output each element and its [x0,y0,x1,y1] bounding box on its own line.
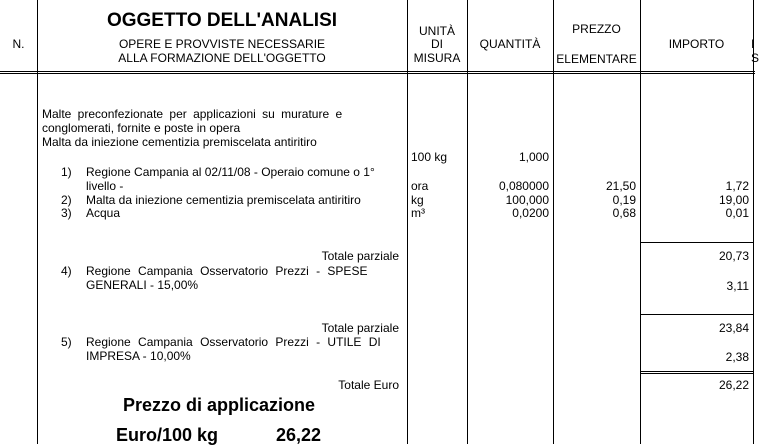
item-text-cont: livello - [86,179,124,193]
description-unit: 100 kg [411,150,448,164]
item-4-amount: 3,11 [726,279,749,293]
item-qty: 0,0200 [512,206,549,220]
subtotal-1-amount: 20,73 [718,249,749,263]
subtotal-2-rule [640,314,753,315]
col-divider-unit [467,0,468,444]
total-rule-1 [640,371,753,372]
item-number: 2) [61,193,72,207]
item-5-number: 5) [61,335,72,349]
item-amount: 0,01 [725,206,749,220]
item-qty: 0,080000 [498,179,549,193]
item-price: 0,19 [612,193,636,207]
header-n: N. [12,37,25,51]
description-line-1: Malte preconfezionate per applicazioni su murature e [42,107,343,121]
description-qty: 1,000 [518,150,549,164]
header-unit-2: DI [431,37,443,51]
item-price: 0,68 [612,206,636,220]
total-label: Totale Euro [338,378,399,392]
description-line-2: conglomerati, fornite e poste in opera [42,121,241,135]
item-text: Malta da iniezione cementizia premiscelata antiritiro [86,193,361,207]
item-5-text: Regione Campania Osservatorio Prezzi - UTILE DI [86,335,381,349]
col-divider-price [640,0,641,444]
header-title: OGGETTO DELL'ANALISI [106,10,338,31]
item-unit: kg [411,193,424,207]
item-5-amount: 2,38 [725,350,749,364]
item-4-text: Regione Campania Osservatorio Prezzi - SPESE [86,264,368,278]
application-value: 26,22 [276,425,322,445]
item-4-text-cont: GENERALI - 15,00% [86,278,199,292]
subtotal-2-amount: 23,84 [718,321,749,335]
item-unit: ora [411,179,429,193]
header-subtitle-2: ALLA FORMAZIONE DELL'OGGETTO [118,51,326,65]
item-amount: 1,72 [725,179,749,193]
total-amount: 26,22 [718,378,749,392]
application-unit-label: Euro/100 kg [116,425,219,445]
subtotal-2-label: Totale parziale [321,321,399,335]
item-amount: 19,00 [718,193,749,207]
description-line-3: Malta da iniezione cementizia premiscelata antiritiro [42,135,317,149]
header-price-1: PREZZO [572,22,621,36]
subtotal-1-label: Totale parziale [321,249,399,263]
header-bottom-line [0,71,755,72]
item-text: Acqua [86,206,121,220]
header-edge-2: S [751,51,759,65]
header-bottom-line-2 [0,73,755,74]
total-rule-2 [640,373,753,374]
col-divider-n [37,0,38,444]
application-title: Prezzo di applicazione [123,395,316,415]
header-subtitle-1: OPERE E PROVVISTE NECESSARIE [118,37,326,51]
header-edge-1: I [751,37,755,51]
header-qty: QUANTITÀ [479,37,541,51]
subtotal-1-rule [640,242,753,243]
item-qty: 100,000 [505,193,549,207]
col-divider-desc [407,0,408,444]
item-price: 21,50 [605,179,636,193]
item-number: 3) [61,206,72,220]
header-amount: IMPORTO [668,37,725,51]
item-unit: m³ [411,206,425,220]
item-number: 1) [61,165,72,179]
header-price-2: ELEMENTARE [556,52,637,66]
item-4-number: 4) [61,264,72,278]
item-text: Regione Campania al 02/11/08 - Operaio comune o 1° [86,165,375,179]
header-unit-1: UNITÀ [419,24,455,38]
item-5-text-cont: IMPRESA - 10,00% [86,349,191,363]
header-unit-3: MISURA [413,51,461,65]
col-divider-qty [553,0,554,444]
col-divider-amount [753,0,754,444]
